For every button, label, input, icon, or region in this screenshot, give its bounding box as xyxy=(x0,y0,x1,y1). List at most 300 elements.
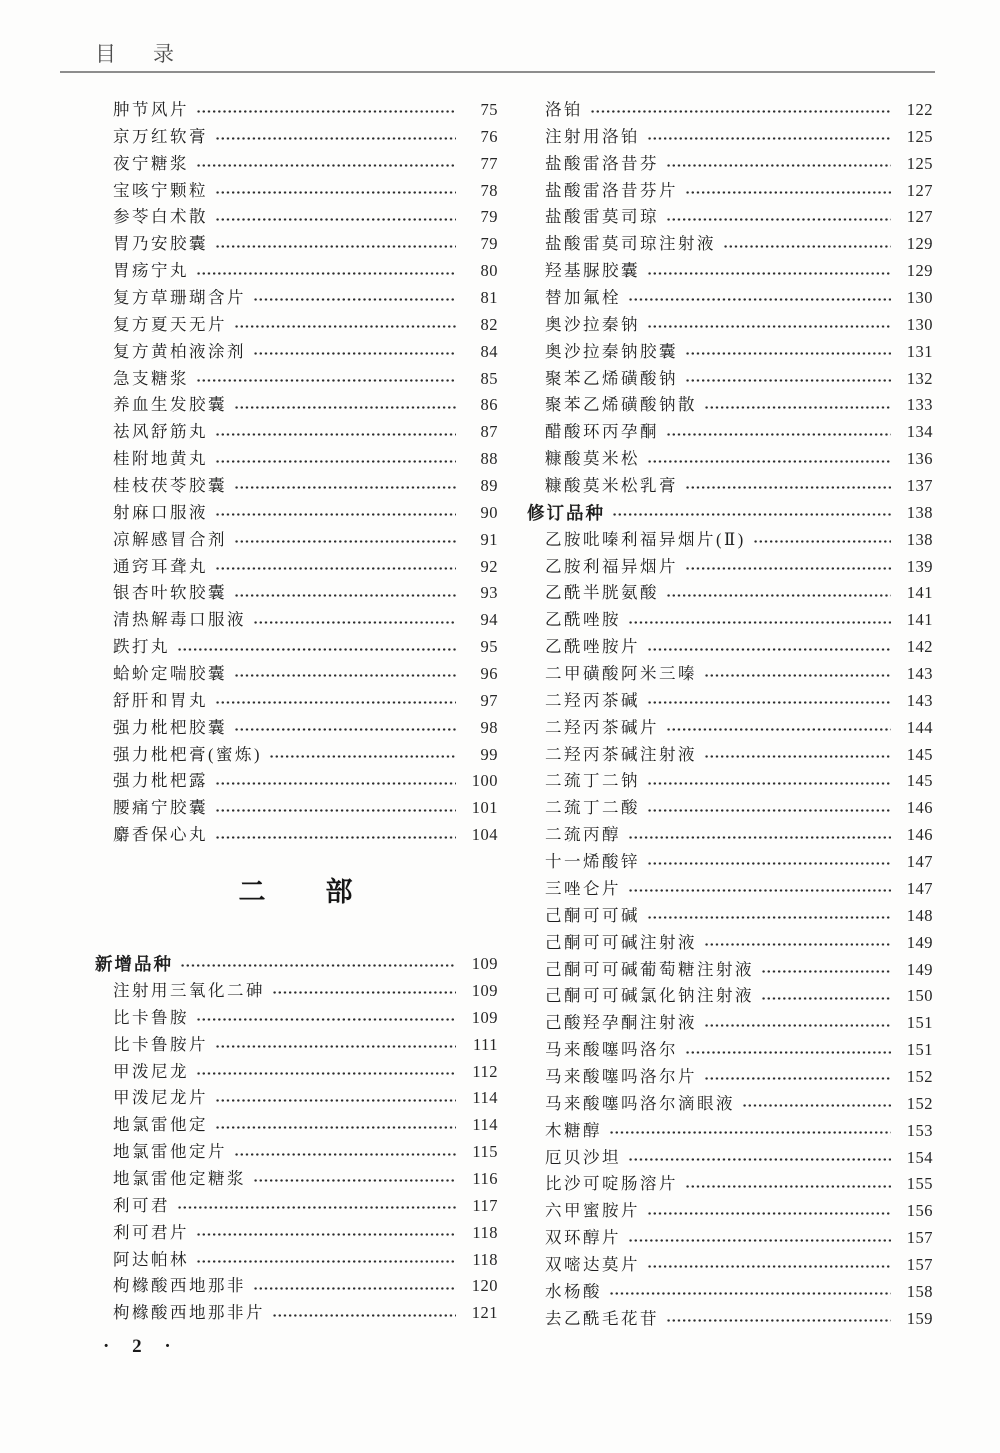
entry-title: 祛风舒筋丸 xyxy=(113,422,208,442)
entry-title: 糠酸莫米松乳膏 xyxy=(545,476,678,496)
entry-page-number: 98 xyxy=(480,717,498,737)
entry-title: 奥沙拉秦钠 xyxy=(545,314,640,334)
toc-entry xyxy=(95,419,498,446)
dot-leader xyxy=(196,109,456,114)
entry-title: 参苓白术散 xyxy=(113,207,208,227)
toc-entry xyxy=(95,1139,498,1166)
entry-title: 比卡鲁胺片 xyxy=(113,1034,208,1054)
toc-entry xyxy=(527,97,933,124)
entry-page-number: 109 xyxy=(471,954,498,974)
dot-leader xyxy=(609,1130,891,1135)
dot-leader xyxy=(177,1205,456,1210)
entry-title: 胃疡宁丸 xyxy=(113,261,189,281)
toc-entry xyxy=(527,1064,933,1091)
entry-title: 盐酸雷洛昔芬 xyxy=(545,153,659,173)
entry-page-number: 151 xyxy=(906,1013,933,1033)
entry-page-number: 149 xyxy=(906,959,933,979)
toc-entry xyxy=(95,231,498,258)
toc-entry xyxy=(527,366,933,393)
dot-leader xyxy=(685,485,891,490)
entry-page-number: 143 xyxy=(906,664,933,684)
entry-title: 己酮可可碱 xyxy=(545,905,640,925)
toc-entry xyxy=(95,1112,498,1139)
entry-page-number: 118 xyxy=(472,1222,498,1242)
dot-leader xyxy=(666,593,891,598)
dot-leader xyxy=(666,727,891,732)
toc-entry xyxy=(95,795,498,822)
entry-page-number: 100 xyxy=(471,771,498,791)
toc-entry xyxy=(95,1005,498,1032)
dot-leader xyxy=(666,432,891,437)
entry-title: 聚苯乙烯磺酸钠 xyxy=(545,368,678,388)
dot-leader xyxy=(647,700,891,705)
toc-entry xyxy=(527,285,933,312)
entry-title: 地氯雷他定糖浆 xyxy=(113,1168,246,1188)
dot-leader xyxy=(647,1211,891,1216)
toc-entry xyxy=(527,1279,933,1306)
entry-title: 十一烯酸锌 xyxy=(545,852,640,872)
entry-title: 羟基脲胶囊 xyxy=(545,261,640,281)
entry-page-number: 136 xyxy=(906,449,933,469)
toc-entry xyxy=(95,258,498,285)
entry-title: 复方黄柏液涂剂 xyxy=(113,341,246,361)
toc-entry xyxy=(95,742,498,769)
toc-entry xyxy=(95,1193,498,1220)
entry-page-number: 153 xyxy=(906,1120,933,1140)
toc-entry xyxy=(527,1171,933,1198)
toc-entry xyxy=(95,607,498,634)
toc-entry xyxy=(527,768,933,795)
toc-entry xyxy=(95,204,498,231)
dot-leader xyxy=(215,1098,456,1103)
toc-entry xyxy=(527,527,933,554)
entry-page-number: 142 xyxy=(906,637,933,657)
entry-title: 乙胺吡嗪利福异烟片(Ⅱ) xyxy=(545,529,746,549)
toc-entry xyxy=(95,151,498,178)
toc-entry xyxy=(95,661,498,688)
dot-leader xyxy=(704,673,891,678)
entry-title: 养血生发胶囊 xyxy=(113,395,227,415)
dot-leader xyxy=(628,1157,891,1162)
dot-leader xyxy=(685,1184,891,1189)
entry-page-number: 75 xyxy=(480,100,498,119)
toc-entry xyxy=(95,1300,498,1327)
entry-page-number: 94 xyxy=(480,610,498,630)
entry-title: 甲泼尼龙 xyxy=(113,1061,189,1081)
entry-title: 比卡鲁胺 xyxy=(113,1007,189,1027)
dot-leader xyxy=(269,754,456,759)
toc-entry xyxy=(95,97,498,124)
dot-leader xyxy=(647,781,891,786)
toc-entry xyxy=(527,983,933,1010)
toc-right-column xyxy=(527,97,933,1333)
dot-leader xyxy=(685,566,891,571)
entry-title: 马来酸噻吗洛尔片 xyxy=(545,1066,697,1086)
entry-title: 双环醇片 xyxy=(545,1228,621,1248)
entry-page-number: 111 xyxy=(472,1034,498,1054)
dot-leader xyxy=(234,1152,456,1157)
entry-page-number: 104 xyxy=(471,825,498,845)
dot-leader xyxy=(685,351,891,356)
entry-page-number: 80 xyxy=(480,261,498,281)
entry-page-number: 77 xyxy=(480,153,498,173)
toc-left-column xyxy=(95,97,498,1327)
entry-page-number: 144 xyxy=(906,717,933,737)
entry-title: 新增品种 xyxy=(95,954,173,975)
toc-entry xyxy=(95,473,498,500)
dot-leader xyxy=(234,593,456,598)
toc-entry xyxy=(95,392,498,419)
toc-entry xyxy=(527,1225,933,1252)
entry-page-number: 158 xyxy=(906,1281,933,1301)
dot-leader xyxy=(761,996,891,1001)
dot-leader xyxy=(723,244,891,249)
entry-title: 木糖醇 xyxy=(545,1120,602,1140)
dot-leader xyxy=(272,1313,456,1318)
toc-entry xyxy=(527,1198,933,1225)
toc-entry xyxy=(95,446,498,473)
entry-title: 二巯丁二酸 xyxy=(545,798,640,818)
dot-leader xyxy=(628,620,891,625)
dot-leader xyxy=(253,1286,456,1291)
entry-title: 凉解感冒合剂 xyxy=(113,529,227,549)
toc-entry xyxy=(527,554,933,581)
toc-entry xyxy=(527,258,933,285)
dot-leader xyxy=(234,727,456,732)
toc-entry xyxy=(527,151,933,178)
dot-leader xyxy=(704,1076,891,1081)
toc-entry xyxy=(527,688,933,715)
entry-page-number: 141 xyxy=(906,583,933,603)
entry-title: 洛铂 xyxy=(545,100,583,119)
entry-page-number: 152 xyxy=(906,1093,933,1113)
header-rule xyxy=(60,71,935,73)
toc-entry xyxy=(527,661,933,688)
entry-title: 射麻口服液 xyxy=(113,502,208,522)
toc-entry xyxy=(95,1247,498,1274)
dot-leader xyxy=(215,512,456,517)
entry-page-number: 149 xyxy=(906,932,933,952)
entry-title: 清热解毒口服液 xyxy=(113,610,246,630)
entry-title: 盐酸雷莫司琼 xyxy=(545,207,659,227)
dot-leader xyxy=(753,539,891,544)
entry-title: 己酮可可碱葡萄糖注射液 xyxy=(545,959,754,979)
entry-page-number: 131 xyxy=(906,341,933,361)
toc-entry xyxy=(527,634,933,661)
dot-leader xyxy=(628,888,891,893)
entry-page-number: 118 xyxy=(472,1249,498,1269)
dot-leader xyxy=(196,1071,456,1076)
dot-leader xyxy=(234,324,456,329)
toc-entry xyxy=(95,554,498,581)
toc-entry xyxy=(95,178,498,205)
entry-title: 糠酸莫米松 xyxy=(545,449,640,469)
entry-page-number: 132 xyxy=(906,368,933,388)
dot-leader xyxy=(647,808,891,813)
toc-section-heading xyxy=(95,951,498,978)
entry-page-number: 127 xyxy=(906,180,933,200)
dot-leader xyxy=(234,405,456,410)
entry-page-number: 129 xyxy=(906,234,933,254)
entry-title: 京万红软膏 xyxy=(113,126,208,146)
entry-title: 急支糖浆 xyxy=(113,368,189,388)
entry-page-number: 99 xyxy=(480,744,498,764)
entry-page-number: 152 xyxy=(906,1066,933,1086)
entry-title: 夜宁糖浆 xyxy=(113,153,189,173)
toc-entry xyxy=(95,715,498,742)
dot-leader xyxy=(590,109,891,114)
entry-title: 枸橼酸西地那非片 xyxy=(113,1303,265,1323)
dot-leader xyxy=(647,459,891,464)
dot-leader xyxy=(666,217,891,222)
toc-entry xyxy=(95,1166,498,1193)
dot-leader xyxy=(272,990,456,995)
toc-entry xyxy=(527,1118,933,1145)
entry-page-number: 114 xyxy=(472,1088,498,1108)
toc-entry xyxy=(527,392,933,419)
entry-title: 宝咳宁颗粒 xyxy=(113,180,208,200)
toc-section-heading xyxy=(527,500,933,527)
footer-page-number: · 2 · xyxy=(103,1336,180,1357)
dot-leader xyxy=(704,754,891,759)
entry-title: 二巯丁二钠 xyxy=(545,771,640,791)
entry-page-number: 150 xyxy=(906,986,933,1006)
entry-title: 己酸羟孕酮注射液 xyxy=(545,1013,697,1033)
entry-page-number: 139 xyxy=(906,556,933,576)
entry-title: 乙酰唑胺 xyxy=(545,610,621,630)
entry-title: 注射用洛铂 xyxy=(545,126,640,146)
entry-title: 胃乃安胶囊 xyxy=(113,234,208,254)
entry-page-number: 147 xyxy=(906,878,933,898)
toc-entry xyxy=(527,204,933,231)
entry-title: 舒肝和胃丸 xyxy=(113,690,208,710)
entry-title: 己酮可可碱注射液 xyxy=(545,932,697,952)
dot-leader xyxy=(215,432,456,437)
toc-entry xyxy=(527,795,933,822)
dot-leader xyxy=(180,963,456,968)
entry-page-number: 84 xyxy=(480,341,498,361)
toc-entry xyxy=(95,634,498,661)
entry-title: 二羟丙茶碱注射液 xyxy=(545,744,697,764)
entry-title: 二甲磺酸阿米三嗪 xyxy=(545,664,697,684)
entry-title: 聚苯乙烯磺酸钠散 xyxy=(545,395,697,415)
entry-page-number: 120 xyxy=(471,1276,498,1296)
entry-page-number: 133 xyxy=(906,395,933,415)
toc-entry xyxy=(95,822,498,849)
entry-page-number: 91 xyxy=(480,529,498,549)
dot-leader xyxy=(761,969,891,974)
toc-entry xyxy=(95,1273,498,1300)
entry-page-number: 81 xyxy=(480,288,498,308)
entry-title: 跌打丸 xyxy=(113,637,170,657)
entry-page-number: 112 xyxy=(472,1061,498,1081)
dot-leader xyxy=(647,271,891,276)
entry-page-number: 138 xyxy=(906,502,933,522)
dot-leader xyxy=(215,808,456,813)
toc-entry xyxy=(95,580,498,607)
entry-page-number: 148 xyxy=(906,905,933,925)
toc-entry xyxy=(527,930,933,957)
dot-leader xyxy=(196,378,456,383)
entry-title: 马来酸噻吗洛尔滴眼液 xyxy=(545,1093,735,1113)
entry-page-number: 90 xyxy=(480,502,498,522)
toc-entry xyxy=(527,312,933,339)
dot-leader xyxy=(215,190,456,195)
entry-title: 乙酰唑胺片 xyxy=(545,637,640,657)
entry-page-number: 95 xyxy=(480,637,498,657)
entry-title: 枸橼酸西地那非 xyxy=(113,1276,246,1296)
dot-leader xyxy=(215,1044,456,1049)
entry-page-number: 154 xyxy=(906,1147,933,1167)
entry-title: 桂附地黄丸 xyxy=(113,449,208,469)
toc-entry xyxy=(95,768,498,795)
entry-title: 去乙酰毛花苷 xyxy=(545,1308,659,1328)
entry-title: 注射用三氧化二砷 xyxy=(113,980,265,1000)
dot-leader xyxy=(647,1264,891,1269)
toc-entry xyxy=(527,419,933,446)
entry-title: 复方夏天无片 xyxy=(113,314,227,334)
dot-leader xyxy=(215,459,456,464)
dot-leader xyxy=(647,915,891,920)
entry-page-number: 121 xyxy=(471,1303,498,1323)
toc-entry xyxy=(527,1306,933,1333)
entry-page-number: 145 xyxy=(906,771,933,791)
entry-page-number: 157 xyxy=(906,1254,933,1274)
entry-title: 麝香保心丸 xyxy=(113,825,208,845)
entry-page-number: 125 xyxy=(906,126,933,146)
dot-leader xyxy=(215,136,456,141)
entry-page-number: 157 xyxy=(906,1228,933,1248)
dot-leader xyxy=(196,1259,456,1264)
toc-entry xyxy=(527,1091,933,1118)
dot-leader xyxy=(666,163,891,168)
entry-title: 马来酸噻吗洛尔 xyxy=(545,1040,678,1060)
entry-title: 奥沙拉秦钠胶囊 xyxy=(545,341,678,361)
entry-title: 阿达帕林 xyxy=(113,1249,189,1269)
entry-page-number: 159 xyxy=(906,1308,933,1328)
entry-title: 醋酸环丙孕酮 xyxy=(545,422,659,442)
dot-leader xyxy=(234,485,456,490)
entry-page-number: 97 xyxy=(480,690,498,710)
entry-page-number: 115 xyxy=(472,1142,498,1162)
dot-leader xyxy=(215,781,456,786)
dot-leader xyxy=(215,835,456,840)
entry-page-number: 156 xyxy=(906,1201,933,1221)
toc-entry xyxy=(527,1145,933,1172)
toc-entry xyxy=(527,580,933,607)
dot-leader xyxy=(234,673,456,678)
entry-title: 乙酰半胱氨酸 xyxy=(545,583,659,603)
dot-leader xyxy=(685,190,891,195)
entry-page-number: 143 xyxy=(906,690,933,710)
toc-entry xyxy=(527,607,933,634)
dot-leader xyxy=(742,1103,891,1108)
toc-entry xyxy=(527,715,933,742)
dot-leader xyxy=(253,351,456,356)
entry-page-number: 155 xyxy=(906,1174,933,1194)
entry-page-number: 146 xyxy=(906,825,933,845)
toc-entry xyxy=(527,1037,933,1064)
toc-entry xyxy=(527,446,933,473)
dot-leader xyxy=(196,1017,456,1022)
entry-title: 利可君 xyxy=(113,1195,170,1215)
entry-page-number: 125 xyxy=(906,153,933,173)
entry-page-number: 137 xyxy=(906,476,933,496)
entry-page-number: 78 xyxy=(480,180,498,200)
entry-title: 银杏叶软胶囊 xyxy=(113,583,227,603)
entry-title: 厄贝沙坦 xyxy=(545,1147,621,1167)
entry-title: 修订品种 xyxy=(527,502,605,523)
toc-entry xyxy=(527,849,933,876)
entry-title: 强力枇杷膏(蜜炼) xyxy=(113,744,262,764)
dot-leader xyxy=(253,297,456,302)
entry-page-number: 130 xyxy=(906,288,933,308)
entry-title: 强力枇杷露 xyxy=(113,771,208,791)
dot-leader xyxy=(253,1178,456,1183)
toc-entry xyxy=(95,339,498,366)
entry-title: 盐酸雷莫司琼注射液 xyxy=(545,234,716,254)
entry-page-number: 96 xyxy=(480,664,498,684)
entry-page-number: 141 xyxy=(906,610,933,630)
entry-page-number: 79 xyxy=(480,234,498,254)
entry-title: 复方草珊瑚含片 xyxy=(113,288,246,308)
entry-page-number: 93 xyxy=(480,583,498,603)
dot-leader xyxy=(215,566,456,571)
dot-leader xyxy=(704,405,891,410)
toc-entry xyxy=(527,1252,933,1279)
toc-entry xyxy=(95,312,498,339)
dot-leader xyxy=(704,942,891,947)
toc-entry xyxy=(527,1010,933,1037)
toc-entry xyxy=(95,1032,498,1059)
entry-page-number: 114 xyxy=(472,1115,498,1135)
toc-entry xyxy=(95,1059,498,1086)
entry-page-number: 127 xyxy=(906,207,933,227)
toc-entry xyxy=(527,876,933,903)
dot-leader xyxy=(215,217,456,222)
toc-entry xyxy=(527,473,933,500)
dot-leader xyxy=(609,1291,891,1296)
dot-leader xyxy=(253,620,456,625)
dot-leader xyxy=(215,1125,456,1130)
dot-leader xyxy=(685,1050,891,1055)
toc-entry xyxy=(527,903,933,930)
toc-entry xyxy=(527,957,933,984)
entry-title: 二巯丙醇 xyxy=(545,825,621,845)
dot-leader xyxy=(215,244,456,249)
dot-leader xyxy=(196,1232,456,1237)
entry-page-number: 130 xyxy=(906,314,933,334)
entry-title: 比沙可啶肠溶片 xyxy=(545,1174,678,1194)
entry-page-number: 86 xyxy=(480,395,498,415)
toc-entry xyxy=(95,527,498,554)
toc-entry xyxy=(527,339,933,366)
page-title: 目 录 xyxy=(95,42,182,66)
entry-page-number: 134 xyxy=(906,422,933,442)
toc-entry xyxy=(95,285,498,312)
entry-title: 己酮可可碱氯化钠注射液 xyxy=(545,986,754,1006)
toc-entry xyxy=(527,742,933,769)
entry-title: 甲泼尼龙片 xyxy=(113,1088,208,1108)
entry-page-number: 145 xyxy=(906,744,933,764)
entry-title: 蛤蚧定喘胶囊 xyxy=(113,664,227,684)
toc-entry xyxy=(95,124,498,151)
entry-page-number: 116 xyxy=(472,1168,498,1188)
dot-leader xyxy=(685,378,891,383)
entry-page-number: 138 xyxy=(906,529,933,549)
dot-leader xyxy=(628,297,891,302)
entry-page-number: 109 xyxy=(471,1007,498,1027)
